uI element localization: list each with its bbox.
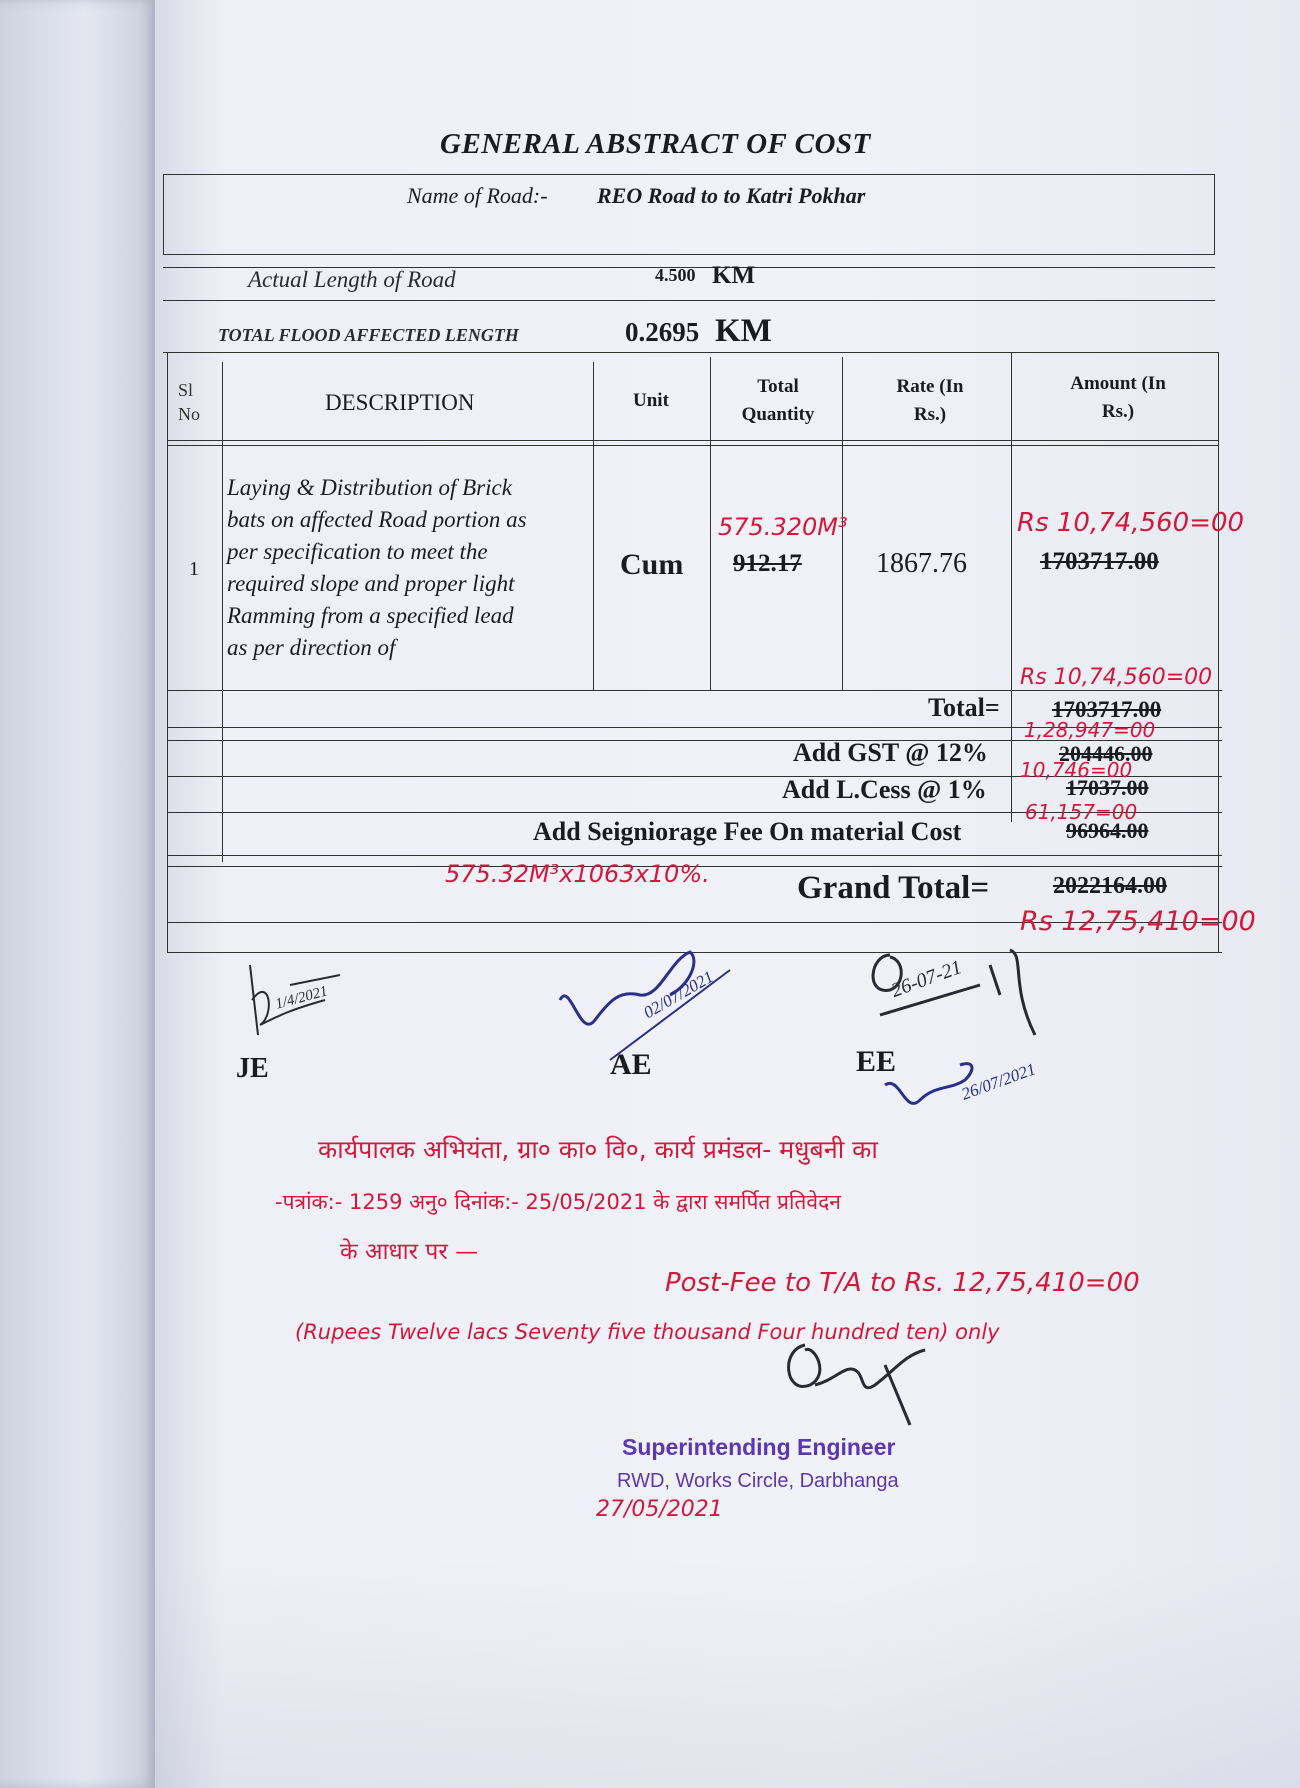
hindi-note-line1: कार्यपालक अभियंता, ग्रा० का० वि०, कार्य प्रमंडल- मधुबनी का	[318, 1135, 878, 1164]
description-line: per specification to meet the	[227, 539, 488, 564]
flood-length-label: TOTAL FLOOD AFFECTED LENGTH	[218, 325, 519, 345]
flood-length-value: 0.2695	[625, 317, 700, 347]
rule	[167, 352, 168, 952]
header-rate: Rate (In Rs.)	[896, 376, 964, 425]
english-note-line2: (Rupees Twelve lacs Seventy five thousand Four hundred ten) only	[295, 1320, 1000, 1344]
rule	[1214, 174, 1215, 254]
rule	[167, 690, 1222, 691]
gst-value: 204446.00	[1059, 741, 1153, 766]
hindi-note-line2: -पत्रांक:- 1259 अनु० दिनांक:- 25/05/2021 के द्वारा समर्पित प्रतिवेदन	[275, 1190, 841, 1214]
cess-value: 17037.00	[1066, 775, 1149, 800]
description-line: as per direction of	[227, 635, 396, 660]
road-name: REO Road to to Katri Pokhar	[597, 183, 866, 208]
je-label: JE	[236, 1053, 269, 1084]
se-signature-mark	[775, 1325, 945, 1435]
stamp-office: RWD, Works Circle, Darbhanga	[617, 1470, 899, 1492]
description-line: Laying & Distribution of Brick	[227, 475, 512, 500]
actual-length-value: 4.500	[655, 265, 696, 285]
gst-correction: 1,28,947=00	[1024, 718, 1156, 742]
ee-date: 26-07-21	[888, 956, 965, 1002]
rule	[1218, 352, 1219, 952]
je-date: 1/4/2021	[273, 983, 330, 1013]
seigniorage-note: 575.32M³x1063x10%.	[445, 860, 710, 888]
quantity-correction: 575.320M³	[718, 513, 848, 541]
grand-total-label: Grand Total=	[797, 870, 990, 906]
row-sl: 1	[189, 558, 199, 580]
rule	[163, 174, 1215, 175]
cess-label: Add L.Cess @ 1%	[782, 775, 987, 804]
grand-total-correction: Rs 12,75,410=00	[1020, 906, 1256, 937]
header-quantity: Total Quantity	[741, 376, 815, 425]
total-label: Total=	[928, 693, 1000, 722]
description-line: required slope and proper light	[227, 571, 515, 596]
ae-date: 02/07/2021	[640, 966, 717, 1023]
ae-label: AE	[610, 1048, 652, 1081]
english-note-line1: Post-Fee to T/A to Rs. 12,75,410=00	[665, 1268, 1140, 1298]
ee-signature-mark	[860, 935, 1040, 1045]
seigniorage-value: 96964.00	[1066, 818, 1149, 843]
row-quantity: 912.17	[733, 550, 802, 577]
header-sl: Sl No	[178, 380, 200, 424]
rule	[593, 362, 594, 690]
row-description	[227, 472, 527, 664]
document-title: GENERAL ABSTRACT OF COST	[440, 128, 871, 160]
row-amount: 1703717.00	[1040, 548, 1159, 575]
road-name-label: Name of Road:-	[407, 183, 548, 208]
rule	[163, 174, 164, 254]
description-line: Ramming from a specified lead	[227, 603, 514, 628]
total-value: 1703717.00	[1052, 697, 1162, 722]
rule	[163, 352, 1218, 353]
ee-label: EE	[856, 1045, 897, 1078]
page-fold-bottom	[155, 1560, 1300, 1788]
header-unit: Unit	[633, 390, 669, 411]
stamp-title: Superintending Engineer	[622, 1434, 896, 1460]
row-rate: 1867.76	[876, 548, 967, 579]
rule	[163, 300, 1215, 301]
description-line: bats on affected Road portion as	[227, 507, 527, 532]
header-amount: Amount (In Rs.)	[1070, 373, 1166, 422]
actual-length-unit: KM	[712, 262, 756, 289]
rule	[167, 440, 1219, 441]
cess-correction: 10,746=00	[1020, 758, 1133, 782]
stamp-date: 27/05/2021	[596, 1497, 723, 1522]
total-correction: Rs 10,74,560=00	[1020, 665, 1213, 690]
header-description: DESCRIPTION	[325, 390, 475, 415]
actual-length-label: Actual Length of Road	[248, 267, 456, 292]
gst-label: Add GST @ 12%	[793, 738, 988, 767]
flood-length-unit: KM	[715, 313, 772, 349]
rule	[167, 855, 1222, 856]
rule	[1011, 352, 1012, 822]
ee-second-date: 26/07/2021	[958, 1059, 1039, 1104]
rule	[167, 445, 1219, 446]
grand-total-value: 2022164.00	[1053, 873, 1167, 899]
rule	[163, 254, 1215, 255]
seigniorage-correction: 61,157=00	[1025, 800, 1138, 824]
amount-correction: Rs 10,74,560=00	[1017, 508, 1245, 538]
page-fold-left	[0, 0, 155, 1788]
row-unit: Cum	[620, 548, 684, 581]
rule	[710, 357, 711, 690]
hindi-note-line3: के आधार पर —	[340, 1239, 479, 1265]
rule	[222, 362, 223, 862]
seigniorage-label: Add Seigniorage Fee On material Cost	[533, 817, 962, 846]
